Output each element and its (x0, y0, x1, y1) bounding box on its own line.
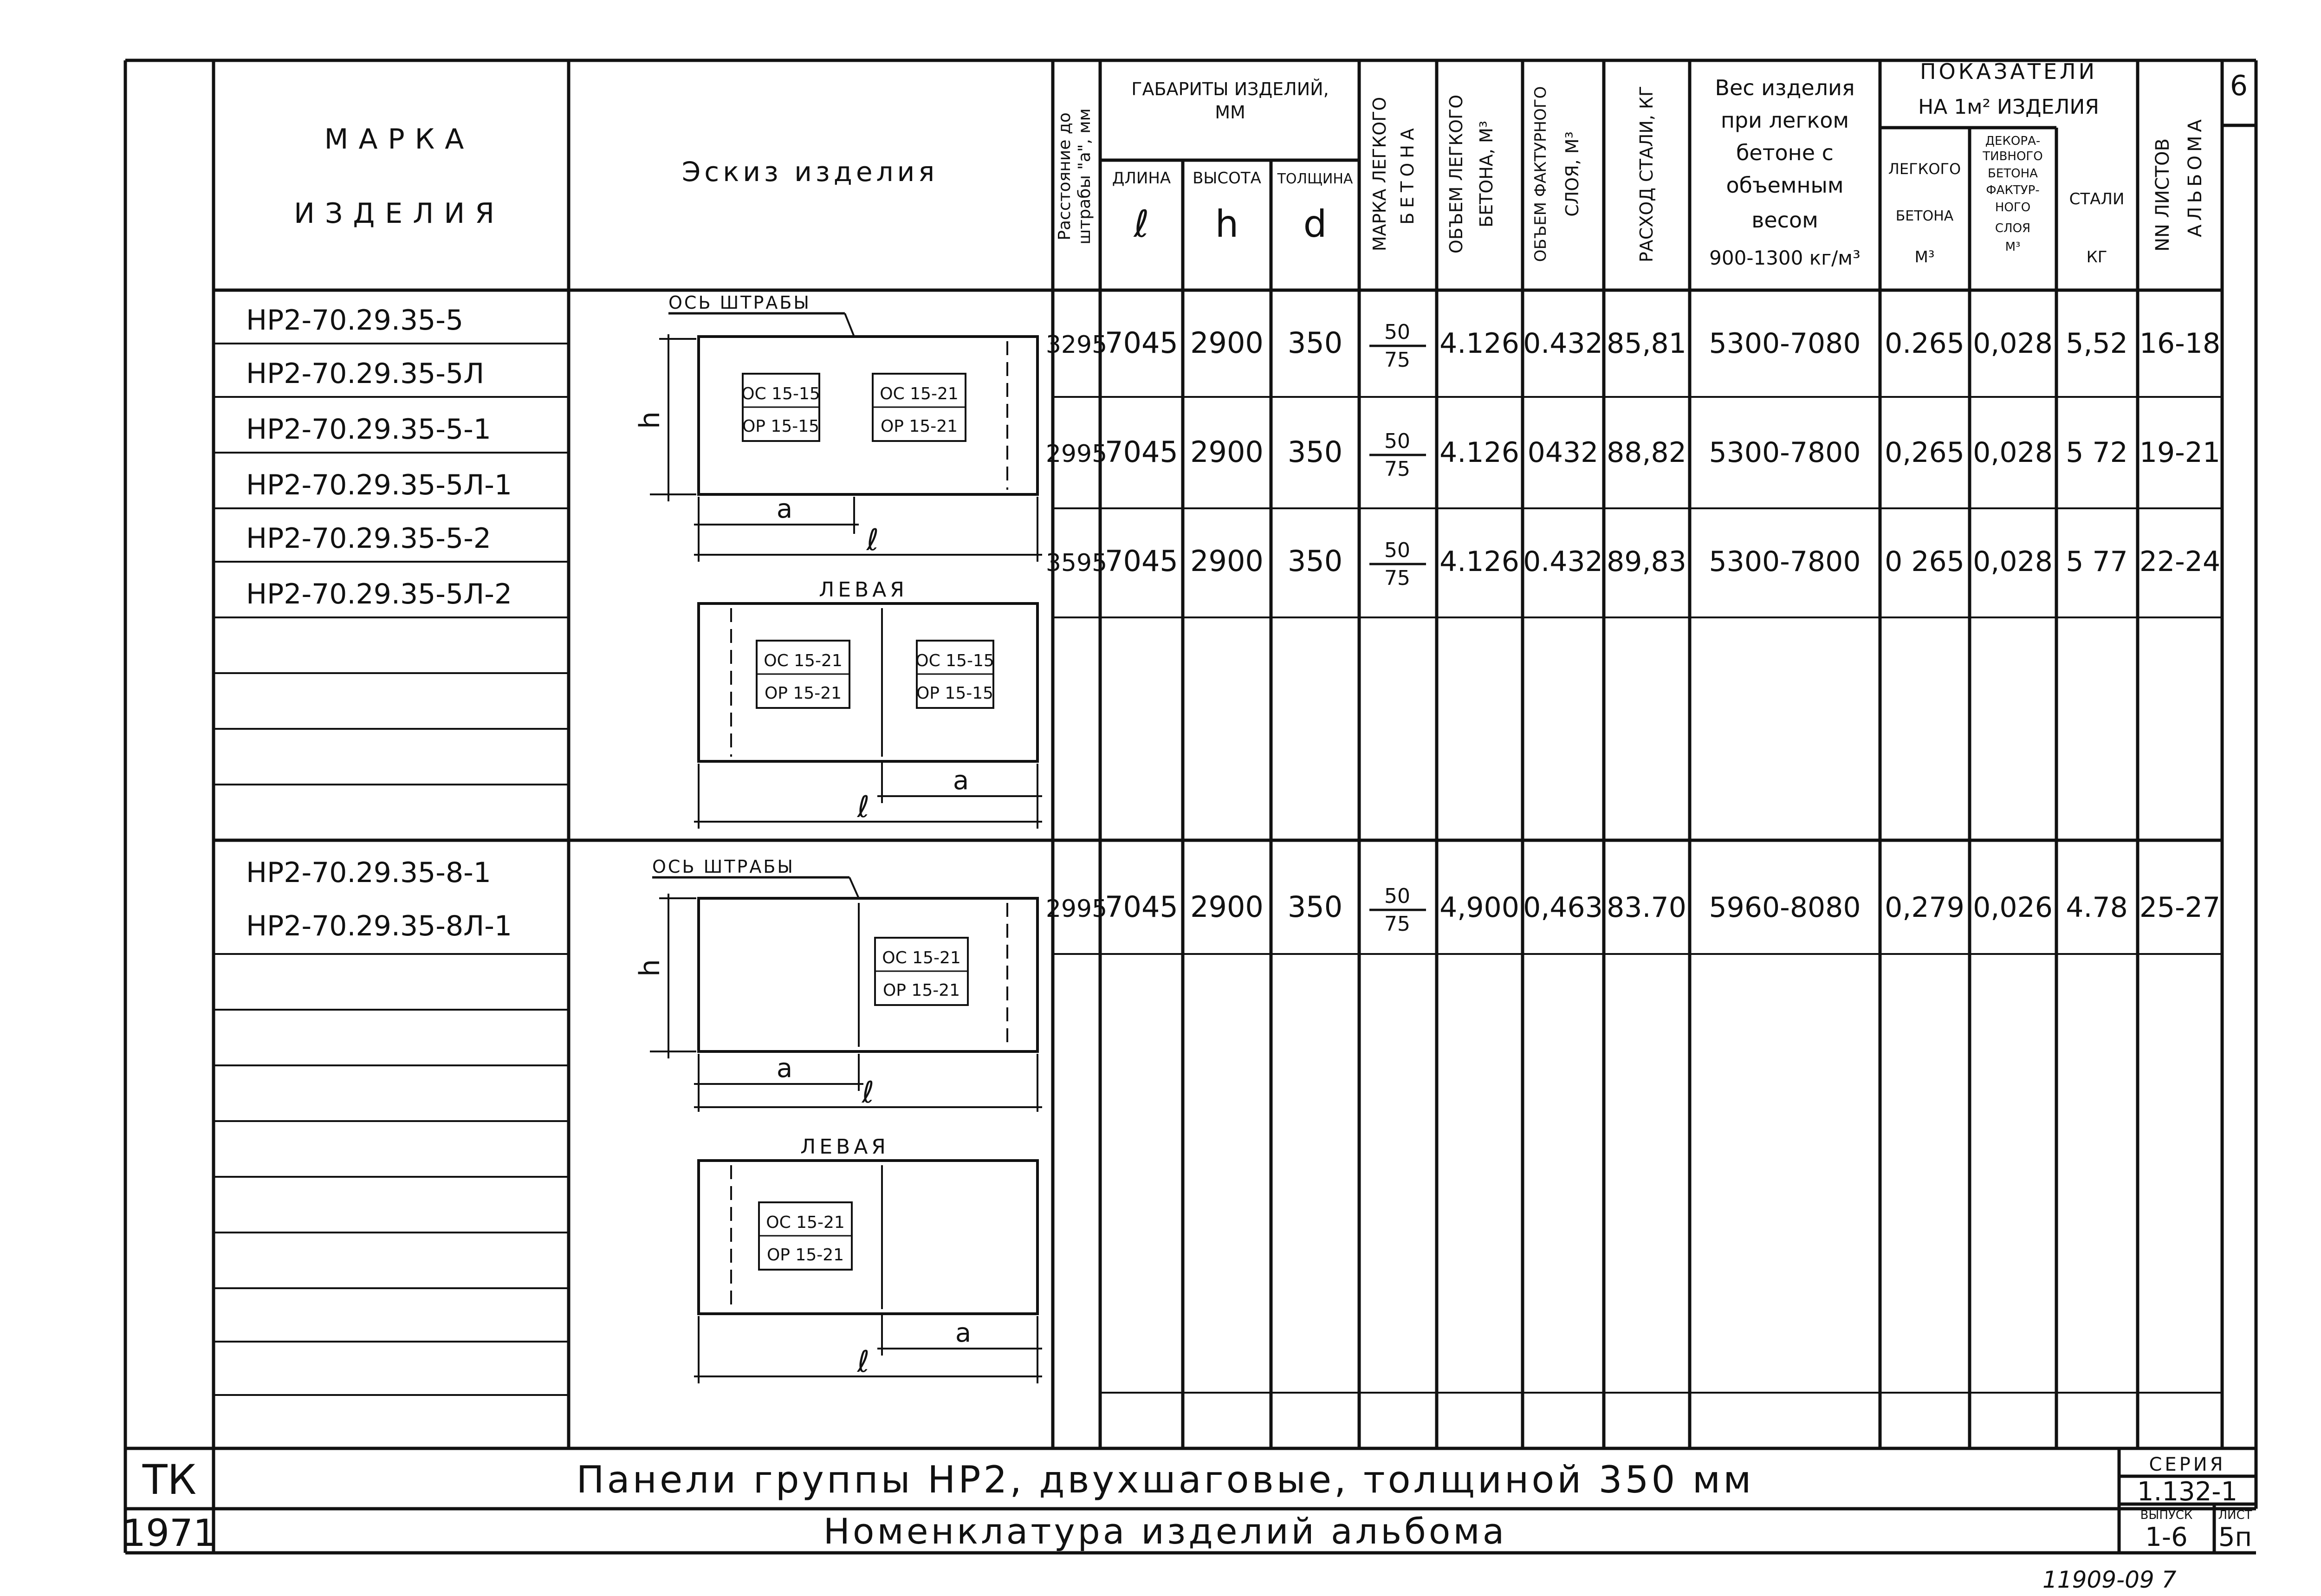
header-height-symbol: h (1215, 202, 1239, 246)
header-ind-light-line2: БЕТОНА (1895, 208, 1954, 224)
header-dims-title-line1: ГАБАРИТЫ ИЗДЕЛИЙ, (1131, 79, 1329, 99)
header-distance-line1: Расстояние до (1055, 112, 1074, 240)
cell-ind-light: 0.265 (1885, 327, 1964, 360)
cell-distance: 3595 (1045, 549, 1108, 577)
corner-number: 6 (2230, 70, 2248, 102)
header-length-symbol: ℓ (1134, 202, 1149, 246)
panel-outline (699, 898, 1037, 1051)
dimension-l: ℓ (862, 1076, 875, 1110)
cell-grade-numerator: 50 (1384, 320, 1410, 344)
cell-length: 7045 (1105, 544, 1178, 578)
header-mark-line1: МАРКА (324, 123, 474, 156)
series-label: СЕРИЯ (2149, 1454, 2226, 1475)
cell-steel: 88,82 (1607, 436, 1686, 469)
row-lines (214, 344, 2222, 1395)
series-value: 1.132-1 (2137, 1477, 2238, 1507)
cell-facing: 0.432 (1523, 545, 1603, 578)
cell-thickness: 350 (1287, 890, 1343, 924)
mark-cell: НР2-70.29.35-5Л (246, 357, 485, 390)
mark-cell: НР2-70.29.35-5Л-1 (246, 469, 512, 501)
window-label: ОС 15-15 (741, 384, 820, 403)
header-weight-line6: 900-1300 кг/м³ (1709, 247, 1861, 269)
data-row (1046, 320, 2220, 372)
mark-cell: НР2-70.29.35-5 (246, 304, 464, 337)
window-label: ОР 15-21 (880, 417, 958, 436)
cell-thickness: 350 (1287, 544, 1343, 578)
cell-facing: 0432 (1527, 436, 1599, 469)
cell-volume: 4.126 (1439, 545, 1519, 578)
header-sketch: Эскиз изделия (681, 156, 939, 188)
cell-ind-steel: 4.78 (2066, 891, 2128, 924)
header-weight-line5: весом (1751, 208, 1818, 233)
left-label: ЛЕВАЯ (800, 1135, 889, 1159)
header-ind-deco-line4: ФАКТУР- (1986, 183, 2040, 197)
header-height-label: ВЫСОТА (1193, 169, 1261, 188)
dimension-h: h (634, 959, 666, 977)
panel-outline (699, 603, 1037, 761)
dimension-a: a (955, 1318, 972, 1348)
header-concrete-grade-line2: БЕТОНА (1397, 123, 1418, 225)
issue-value: 1-6 (2145, 1522, 2188, 1552)
cell-length: 7045 (1105, 326, 1178, 360)
header-ind-deco-line2: ТИВНОГО (1983, 149, 2043, 163)
cell-thickness: 350 (1287, 326, 1343, 360)
mark-cell: НР2-70.29.35-8-1 (246, 856, 491, 889)
cell-height: 2900 (1190, 435, 1264, 469)
cell-distance: 2995 (1045, 440, 1108, 468)
sheet-subtitle: Номенклатура изделий альбома (823, 1511, 1507, 1552)
cell-ind-deco: 0,026 (1973, 891, 2053, 924)
header-ind-light-line1: ЛЕГКОГО (1888, 160, 1961, 178)
cell-ind-light: 0 265 (1885, 545, 1964, 578)
header-weight-line1: Вес изделия (1715, 75, 1855, 100)
cell-ind-deco: 0,028 (1973, 327, 2053, 360)
mark-cell: НР2-70.29.35-5-1 (246, 413, 491, 446)
dimension-l: ℓ (857, 790, 870, 824)
header-weight-line2: при легком (1720, 108, 1849, 133)
panel-sketch-left (694, 578, 1042, 829)
header-weight-line3: бетоне с (1736, 140, 1834, 165)
data-row (1046, 429, 2220, 481)
header-ind-deco-line6: СЛОЯ (1995, 221, 2031, 235)
marks-column (246, 304, 512, 942)
cell-sheets: 25-27 (2139, 891, 2221, 924)
header-ind-steel-line1: СТАЛИ (2069, 190, 2125, 208)
header-steel: РАСХОД СТАЛИ, КГ (1636, 85, 1657, 263)
cell-grade-denominator: 75 (1384, 457, 1410, 481)
cell-height: 2900 (1190, 544, 1264, 578)
cell-ind-light: 0,265 (1885, 436, 1964, 469)
stamp-tk: ТК (142, 1456, 197, 1504)
header-weight-line4: объемным (1726, 173, 1844, 198)
mark-cell: НР2-70.29.35-8Л-1 (246, 910, 512, 942)
header-ind-light-line3: М³ (1914, 248, 1935, 266)
cell-thickness: 350 (1287, 435, 1343, 469)
cell-weight: 5300-7800 (1709, 436, 1861, 469)
dimension-a: a (776, 494, 793, 524)
data-row (1046, 884, 2220, 936)
header-mark-line2: ИЗДЕЛИЯ (294, 197, 505, 230)
cell-ind-steel: 5 72 (2066, 436, 2128, 469)
window-label: ОС 15-21 (880, 384, 959, 403)
window-label: ОР 15-21 (764, 684, 842, 703)
inventory-stamp: 11909-09 7 (2042, 1566, 2177, 1593)
dimension-a: a (953, 766, 969, 796)
issue-label: ВЫПУСК (2140, 1508, 2193, 1522)
header-concrete-volume-line2: БЕТОНА, М³ (1476, 121, 1497, 227)
sheet-value: 5п (2218, 1522, 2252, 1552)
cell-grade-numerator: 50 (1384, 429, 1410, 453)
cell-volume: 4,900 (1439, 891, 1519, 924)
cell-steel: 83.70 (1607, 891, 1686, 924)
cell-height: 2900 (1190, 326, 1264, 360)
header-ind-deco-line1: ДЕКОРА- (1985, 134, 2041, 148)
left-label: ЛЕВАЯ (819, 578, 908, 602)
window-label: ОС 15-15 (915, 651, 994, 670)
cell-ind-deco: 0,028 (1973, 436, 2053, 469)
table-grid (125, 60, 2256, 1553)
window-label: ОР 15-21 (766, 1246, 844, 1265)
panel-sketch-8 (634, 856, 1042, 1112)
stamp-year: 1971 (122, 1512, 217, 1555)
cell-sheets: 19-21 (2139, 436, 2221, 469)
cell-grade-denominator: 75 (1384, 348, 1410, 372)
window-label: ОС 15-21 (764, 651, 843, 670)
sheet-title: Панели группы НР2, двухшаговые, толщиной 350 мм (576, 1458, 1754, 1501)
header-concrete-volume-line1: ОБЪЕМ ЛЕГКОГО (1446, 94, 1466, 254)
cell-sheets: 22-24 (2139, 545, 2221, 578)
panel-outline (699, 337, 1037, 494)
mark-cell: НР2-70.29.35-5Л-2 (246, 578, 512, 610)
cell-distance: 2995 (1045, 895, 1108, 923)
header-indicators-line2: НА 1м² ИЗДЕЛИЯ (1918, 95, 2099, 119)
mark-cell: НР2-70.29.35-5-2 (246, 522, 491, 555)
header-ind-deco-line5: НОГО (1995, 201, 2031, 214)
window-label: ОС 15-21 (766, 1213, 845, 1232)
cell-ind-steel: 5,52 (2066, 327, 2128, 360)
axis-label: ОСЬ ШТРАБЫ (668, 292, 811, 313)
header-ind-deco-line7: М³ (2005, 240, 2021, 254)
window-label: ОР 15-15 (742, 417, 820, 436)
cell-steel: 85,81 (1607, 327, 1686, 360)
panel-sketch-8-left (694, 1135, 1042, 1383)
header-facing-volume-line2: СЛОЯ, М³ (1562, 131, 1582, 217)
cell-length: 7045 (1105, 435, 1178, 469)
dimension-l: ℓ (866, 523, 879, 558)
panel-sketch (634, 292, 1042, 562)
header-ind-steel-line2: КГ (2086, 248, 2107, 266)
window-label: ОР 15-21 (882, 981, 960, 1000)
cell-volume: 4.126 (1439, 327, 1519, 360)
panel-outline (699, 1161, 1037, 1314)
header-concrete-grade-line1: МАРКА ЛЕГКОГО (1369, 97, 1390, 252)
header-ind-deco-line3: БЕТОНА (1988, 167, 2038, 181)
window-label: ОР 15-15 (916, 684, 994, 703)
header-sheets-line1: NN ЛИСТОВ (2152, 138, 2173, 252)
cell-length: 7045 (1105, 890, 1178, 924)
window-label: ОС 15-21 (882, 948, 961, 967)
header-thickness-label: ТОЛЩИНА (1277, 171, 1353, 187)
cell-ind-light: 0,279 (1885, 891, 1964, 924)
cell-grade-numerator: 50 (1384, 884, 1410, 908)
data-row (1046, 538, 2220, 590)
cell-weight: 5960-8080 (1709, 891, 1861, 924)
cell-height: 2900 (1190, 890, 1264, 924)
title-block (122, 1454, 2252, 1593)
header-sheets-line2: АЛЬБОМА (2185, 116, 2206, 237)
cell-weight: 5300-7080 (1709, 327, 1861, 360)
cell-steel: 89,83 (1607, 545, 1686, 578)
axis-label: ОСЬ ШТРАБЫ (652, 856, 795, 877)
header-facing-volume-line1: ОБЪЕМ ФАКТУРНОГО (1531, 86, 1550, 262)
cell-weight: 5300-7800 (1709, 545, 1861, 578)
cell-facing: 0,463 (1523, 891, 1603, 924)
cell-ind-deco: 0,028 (1973, 545, 2053, 578)
cell-distance: 3295 (1045, 331, 1108, 359)
header-thickness-symbol: d (1303, 202, 1327, 246)
header-length-label: ДЛИНА (1112, 169, 1171, 188)
header-dims-title-line2: ММ (1215, 102, 1245, 123)
cell-facing: 0.432 (1523, 327, 1603, 360)
cell-sheets: 16-18 (2139, 327, 2221, 360)
header-distance-line2: штрабы "а", мм (1075, 108, 1094, 245)
dimension-a: a (776, 1053, 793, 1083)
sheet-label: ЛИСТ (2218, 1508, 2252, 1522)
dimension-l: ℓ (857, 1345, 870, 1379)
dimension-h: h (634, 411, 666, 429)
cell-grade-denominator: 75 (1384, 912, 1410, 936)
cell-grade-denominator: 75 (1384, 566, 1410, 590)
cell-volume: 4.126 (1439, 436, 1519, 469)
cell-ind-steel: 5 77 (2066, 545, 2128, 578)
header-indicators-line1: ПОКАЗАТЕЛИ (1919, 59, 2098, 84)
cell-grade-numerator: 50 (1384, 538, 1410, 562)
